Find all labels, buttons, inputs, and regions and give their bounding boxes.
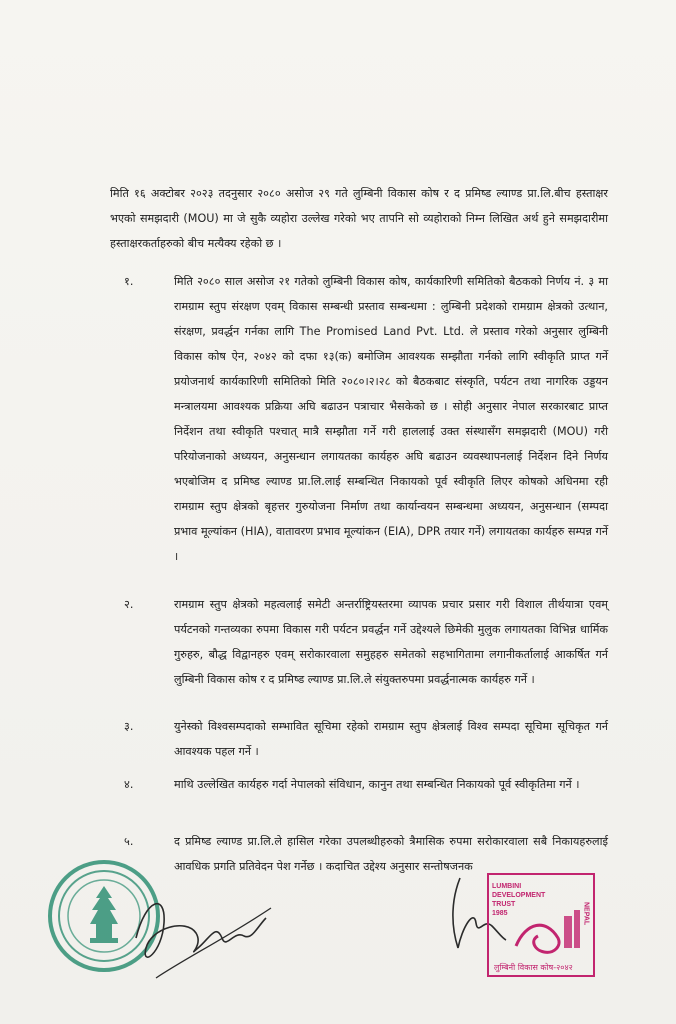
trust-stamp [486, 872, 596, 978]
item-text: माथि उल्लेखित कार्यहरु गर्दा नेपालको संविधान, कानुन तथा सम्बन्धित निकायको पूर्व स्वीकृतिमा गर्ने । [174, 778, 580, 791]
item-number: ४. [124, 778, 134, 791]
item-text: रामग्राम स्तुप क्षेत्रको महत्वलाई समेटी अन्तर्राष्ट्रियस्तरमा व्यापक प्रचार प्रसार गरी विशाल तीर्थयात्रा एवम् पर्यटनको गन्तव्यका रुपमा विकास गरी पर्यटन प्रवर्द्धन गर्ने उद्देश्यले छिमेकी मुलुक लगायतका विभिन्न धार्मिक गुरुहरु, बौद्ध विद्वानहरु एवम् सरोकारवाला समुहहरु समेतको सहभागितामा लगानीकर्तालाई आकर्षित गर्न लुम्बिनी विकास कोष र द प्रमिष्ड ल्याण्ड प्रा.लि.ले संयुक्तरुपमा प्रवर्द्धनात्मक कार्यहरु गर्ने । [174, 598, 608, 686]
item-number: १. [124, 275, 134, 288]
stamp-line-1: LUMBINI [492, 883, 522, 890]
item-text: मिति २०८० साल असोज २१ गतेको लुम्बिनी विकास कोष, कार्यकारिणी समितिको बैठकको निर्णय नं. ३ मा रामग्राम स्तुप संरक्षण एवम् विकास सम्बन्धी प्रस्ताव सम्बन्धमा : लुम्बिनी प्रदेशको रामग्राम क्षेत्रको उत्थान, संरक्षण, प्रवर्द्धन गर्नका लागि The Promised Land Pvt. Ltd. ले प्रस्ताव गरेको अनुसार लुम्बिनी विकास कोष ऐन, २०४२ को दफा १३(क) बमोजिम आवश्यक सम्झौता गर्नको लागि स्वीकृति प्राप्त गर्ने प्रयोजनार्थ कार्यकारिणी समितिको मिति २०८०।२।२८ को बैठकबाट संस्कृति, पर्यटन तथा नागरिक उड्डयन मन्त्रालयमा आवश्यक प्रक्रिया अघि बढाउन पत्राचार भैसकेको छ । सोही अनुसार नेपाल सरकारबाट प्राप्त निर्देशन तथा स्वीकृति पश्चात् मात्रै सम्झौता गर्ने गरी हाललाई उक्त संस्थासँग समझदारी (MOU) गरी परियोजनाको अध्ययन, अनुसन्धान लगायतका कार्यहरु अघि बढाउन व्यवस्थापनलाई निर्देशन दिने निर्णय भएबोजिम द प्रमिष्ड ल्याण्ड प्रा.लि.लाई सम्बन्धित निकायको पूर्व स्वीकृति लिएर कोषको अधिनमा रही रामग्राम स्तुप क्षेत्रको बृहत्तर गुरुयोजना निर्माण तथा कार्यान्वयन सम्बन्धमा अध्ययन, अनुसन्धान (सम्पदा प्रभाव मूल्यांकन (HIA), वातावरण प्रभाव मूल्यांकन (EIA), DPR तयार गर्ने) लगायतका कार्यहरु सम्पन्न गर्ने । [174, 275, 608, 563]
trust-stamp-graphic-icon [486, 872, 596, 978]
item-number: २. [124, 598, 134, 611]
item-text: युनेस्को विश्वसम्पदाको सम्भावित सूचिमा रहेको रामग्राम स्तुप क्षेत्रलाई विश्व सम्पदा सूचिमा सूचिकृत गर्न आवश्यक पहल गर्ने । [174, 720, 608, 758]
item-number: ३. [124, 720, 134, 733]
intro-paragraph: मिति १६ अक्टोबर २०२३ तदनुसार २०८० असोज २९ गते लुम्बिनी विकास कोष र द प्रमिष्ड ल्याण्ड प्रा.लि.बीच हस्ताक्षर भएको समझदारी (MOU) मा जे सुकै व्यहोरा उल्लेख गरेको भए तापनि सो व्यहोराको निम्न लिखित अर्थ हुने समझदारीमा हस्ताक्षरकर्ताहरुको बीच मत्यैक्य रहेको छ । [110, 187, 608, 250]
stamp-line-3: TRUST [492, 901, 516, 908]
item-text: द प्रमिष्ड ल्याण्ड प्रा.लि.ले हासिल गरेका उपलब्धीहरुको त्रैमासिक रुपमा सरोकारवाला सबै निकायहरुलाई आवधिक प्रगति प्रतिवेदन पेश गर्नेछ । कदाचित उद्देश्य अनुसार सन्तोषजनक [174, 835, 608, 873]
stamp-line-4: 1985 [492, 910, 508, 917]
stamp-bottom-text: लुम्बिनी विकास कोष-२०४२ [494, 963, 573, 972]
left-signature-icon [126, 878, 276, 988]
item-number: ५. [124, 835, 134, 848]
stamp-line-2: DEVELOPMENT [492, 892, 546, 899]
stamp-side-text: NEPAL [582, 902, 590, 926]
